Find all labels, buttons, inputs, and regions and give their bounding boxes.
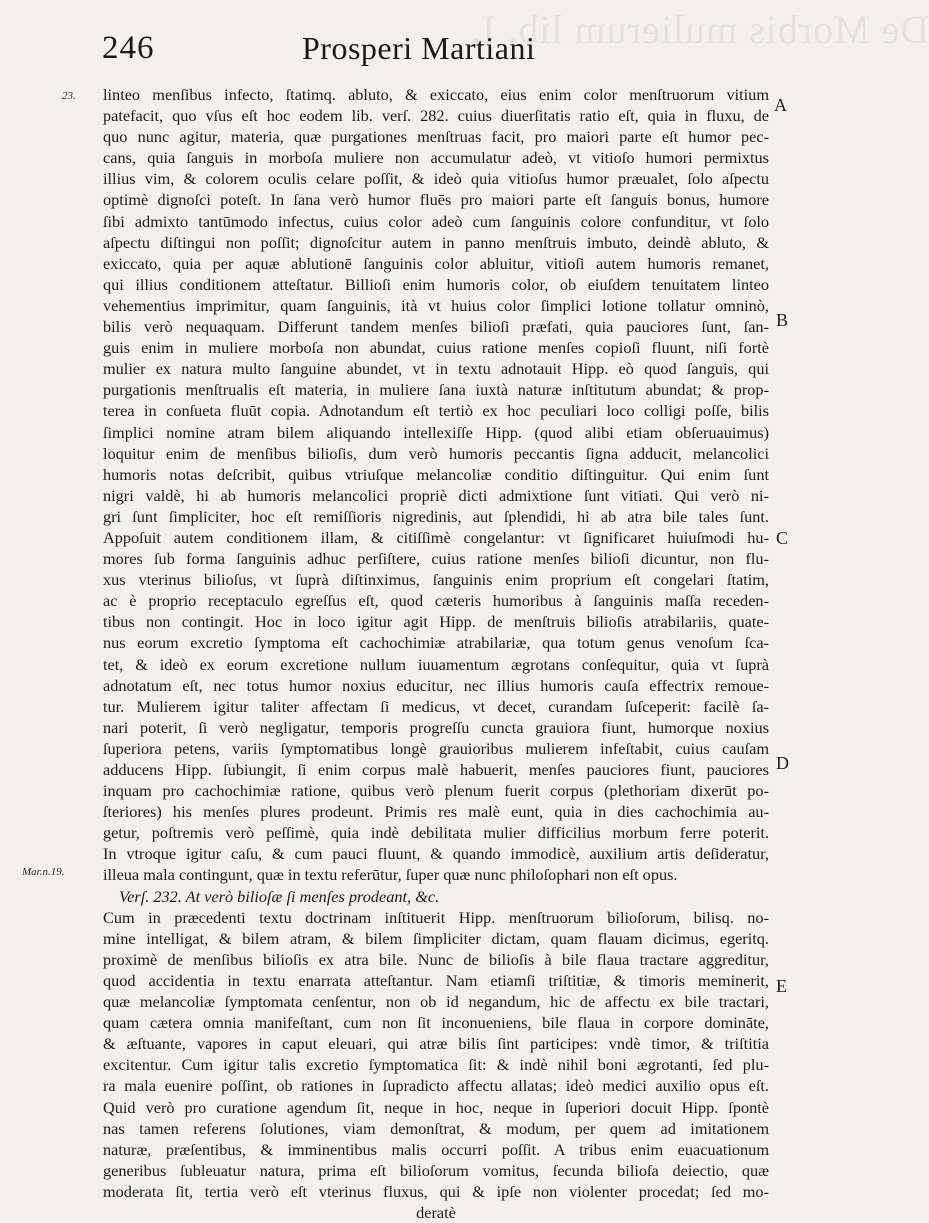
page-header	[102, 26, 772, 74]
text-line: bilis verò nequaquam. Differunt tandem menſes bilioſi præfati, quia pauciores ſunt, ſan-	[103, 317, 769, 337]
section-letter-b: B	[776, 310, 789, 330]
text-line: In vtroque igitur caſu, & cum pauci fluunt, & quando immodicè, auxilium artis deſideratur,	[103, 844, 769, 864]
text-line: guis enim in muliere morboſa non abundat, cuius ratione menſes copioſi fluunt, niſi fortè	[103, 338, 769, 358]
text-line: humoris notas deſcribit, quibus vtriuſque melancoliæ conditio diſtinguitur. Qui enim ſunt	[103, 464, 769, 484]
text-line: aſpectu diſtingui non poſſit; dignoſcitur autem in panno menſtruis imbuto, deindè abluto, &	[103, 232, 769, 252]
text-line: quo nunc agitur, materia, quæ purgationes menſtruas facit, pro maiori parte eſt humor pec-	[103, 127, 769, 147]
text-line: naturæ, præſentibus, & imminentibus malis occurri poſſit. A tribus enim euacuationum	[103, 1139, 769, 1159]
text-line: ſimplici nomine atram bilem aliquando intellexiſſe Hipp. (quod alibi etiam obſeruauimus)	[103, 422, 769, 442]
text-line: cans, quia ſanguis in morboſa muliere non accumulatur adeò, vt vitioſo humori permixtus	[103, 148, 769, 168]
text-line: quod accidentia in textu enarrata atteſtantur. Nam etiamſi triſtitiæ, & timoris meminerit,	[103, 970, 769, 990]
text-line: nari poterit, ſi verò negligatur, temporis progreſſu cuncta grauiora fiunt, humorque noxius	[103, 717, 769, 737]
verse-heading: Verſ. 232. At verò bilioſæ ſi menſes prodeant, &c.	[119, 886, 440, 906]
text-line: purgationis menſtrualis eſt materia, in muliere ſana iuxtà naturæ inſtitutum abundat; & prop-	[103, 380, 769, 400]
section-letter-e: E	[776, 976, 787, 996]
text-line: quæ melancoliæ ſymptomata cenſentur, non ob id negandum, hic de affectu ex bile tractari,	[103, 992, 769, 1012]
text-line: nigri valdè, hi ab humoris melancolici propriè dicti admixtione ſunt vitiati. Qui verò ni-	[103, 485, 769, 505]
text-line: & æſtuante, vapores in caput eleuari, qui atræ bilis ſint participes: vndè timor, & triſtitia	[103, 1034, 769, 1054]
text-line: proximè de menſibus bilioſis ex atra bile. Nunc de bilioſis à bile flaua tractare aggreditur,	[103, 949, 769, 969]
text-line: excitentur. Cum igitur talis excretio ſymptomatica ſit: & indè nihil boni ægrotanti, ſed plu-	[103, 1055, 769, 1075]
text-line: terea in conſueta fluūt copia. Adnotandum eſt tertiò ex hoc peculiari loco colligi poſſe, bilis	[103, 401, 769, 421]
bleed-through-text: De Morbis mulierum lib. I.	[470, 7, 929, 52]
text-line: exiccato, quia per aquæ ablutionē ſanguinis color abluitur, vitioſi autem humoris remanet,	[103, 253, 769, 273]
text-line: generibus ſubleuatur natura, prima eſt bilioſorum vomitus, ſecunda bilioſa deiectio, quæ	[103, 1160, 769, 1180]
text-line: nas tamen referens ſolutiones, viam demonſtrat, & modum, per quem ad imitationem	[103, 1118, 769, 1138]
text-line: adnotatum eſt, nec totus humor noxius educitur, nec illius humoris cauſa effectrix remoue-	[103, 675, 769, 695]
text-line: Cum in præcedenti textu doctrinam inſtituerit Hipp. menſtruorum bilioſorum, bilisq. no-	[103, 907, 769, 927]
text-line: tibus non contingit. Hoc in loco igitur agit Hipp. de menſtruis bilioſis atrabilariis, quate-	[103, 612, 769, 632]
page-number: 246	[102, 30, 155, 66]
text-line: tet, & ideò ex eorum excretione nullum iuuamentum ægrotans conſequitur, quia vt ſuprà	[103, 654, 769, 674]
text-line: tur. Mulierem igitur taliter affectam ſi medicus, vt decet, curandam ſuſceperit: facilè ſa-	[103, 696, 769, 716]
margin-note-mar: Mar.n.19.	[22, 866, 65, 878]
text-line: deratè	[416, 1202, 456, 1222]
section-letter-c: C	[776, 528, 789, 548]
text-line: adducens Hipp. ſubiungit, ſi enim corpus malè habuerit, menſes pauciores fiunt, pauciores	[103, 760, 769, 779]
text-line: mores ſub forma ſanguinis adhuc perſiſtere, cuius ratione menſes bilioſi dicuntur, non flu-	[103, 549, 769, 569]
text-line: ac è proprio receptaculo egreſſus eſt, quod cæteris humoribus à ſanguinis maſſa receden-	[103, 591, 769, 611]
text-line: inquam pro cachochimiæ ratione, quibus verò plenum fuerit corpus (plethoriam dixerūt po-	[103, 781, 769, 801]
running-head: Prosperi Martiani	[302, 30, 536, 66]
text-line: vehementius imprimitur, quam ſanguinis, ità vt huius color ſimplici lotione tollatur omninò,	[103, 295, 769, 315]
body-text	[103, 84, 769, 1223]
text-line: qui illius conditionem atteſtatur. Billioſi enim humoris color, ob eiuſdem tenuitatem linteo	[103, 274, 769, 294]
section-letter-d: D	[776, 753, 789, 773]
text-line: gri ſunt ſimpliciter, hoc eſt remiſſioris nigredinis, aut ſplendidi, hi ab atra bile tales ſunt.	[103, 506, 769, 526]
text-line: patefacit, quo vſus eſt hoc eodem lib. verſ. 282. cuius diuerſitatis ratio eſt, quia in fluxu, de	[103, 106, 769, 126]
text-line: illius vim, & colorem oculis celare poſſit, & ideò quia vitioſus humor præualet, ſolo aſpectu	[103, 169, 769, 189]
text-line: mine intelligat, & bilem atram, & bilem ſimpliciter dictam, quam flauam dicimus, egeritq.	[103, 928, 769, 948]
text-line: illeua mala contingunt, quæ in textu referūtur, ſuper quæ nunc philoſophari non eſt opus.	[103, 865, 678, 885]
text-line: loquitur enim de menſibus bilioſis, dum verò humoris peccantis ſigna adducit, melancolici	[103, 443, 769, 463]
text-line: linteo menſibus infecto, ſtatimq. abluto, & exiccato, eius enim color menſtruorum vitium	[103, 85, 769, 104]
text-line: getur, poſtremis verò peſſimè, quia indè debilitata mulier difficilius morbum ferre poterit.	[103, 823, 769, 843]
text-line: nus eorum excretio ſymptoma eſt cachochimiæ atrabilariæ, qua totum genus venoſum ſca-	[103, 633, 769, 653]
section-letter-a: A	[774, 95, 787, 115]
margin-note-23: 23.	[62, 90, 76, 102]
text-line: ſibi admixto tantūmodo infectus, cuius color adeò cum ſanguinis colore confunditur, vt ſolo	[103, 211, 769, 231]
text-line: xus vterinus bilioſus, vt ſuprà diſtinximus, ſanguinis enim proprium eſt congelari ſtatim,	[103, 570, 769, 590]
text-line: optimè dignoſci poteſt. In ſana verò humor fluēs pro maiori parte eſt ſanguis bonus, humore	[103, 190, 769, 210]
text-line: quam cætera omnia manifeſtant, cum non ſit inconueniens, bile flaua in corpore domināte,	[103, 1013, 769, 1033]
text-line: ſteriores) his menſes plures prodeunt. Primis res malè eunt, quia in dies cachochimia au-	[103, 802, 769, 822]
text-line: Appoſuit autem conditionem illam, & citiſſimè congelantur: vt ſignificaret huiuſmodi hu-	[103, 527, 769, 547]
text-line: moderata ſit, tertia verò eſt vterinus fluxus, qui & ipſe non violenter procedat; ſed mo-	[103, 1181, 769, 1201]
text-line: Quid verò pro curatione agendum ſit, neque in hoc, neque in ſuperiori docuit Hipp. ſpontè	[103, 1097, 769, 1117]
text-line: ra mala euenire poſſint, ob rationes in ſupradicto affectu allatas; ideò medici auxilio opus eſt.	[103, 1076, 769, 1096]
text-line: ſuperiora petens, variis ſymptomatibus longè grauioribus mulierem infeſtabit, cuius cauſam	[103, 738, 769, 758]
text-line: mulier ex natura multo ſanguine abundet, vt in textu adnotauit Hipp. eò quod ſanguis, qui	[103, 359, 769, 379]
